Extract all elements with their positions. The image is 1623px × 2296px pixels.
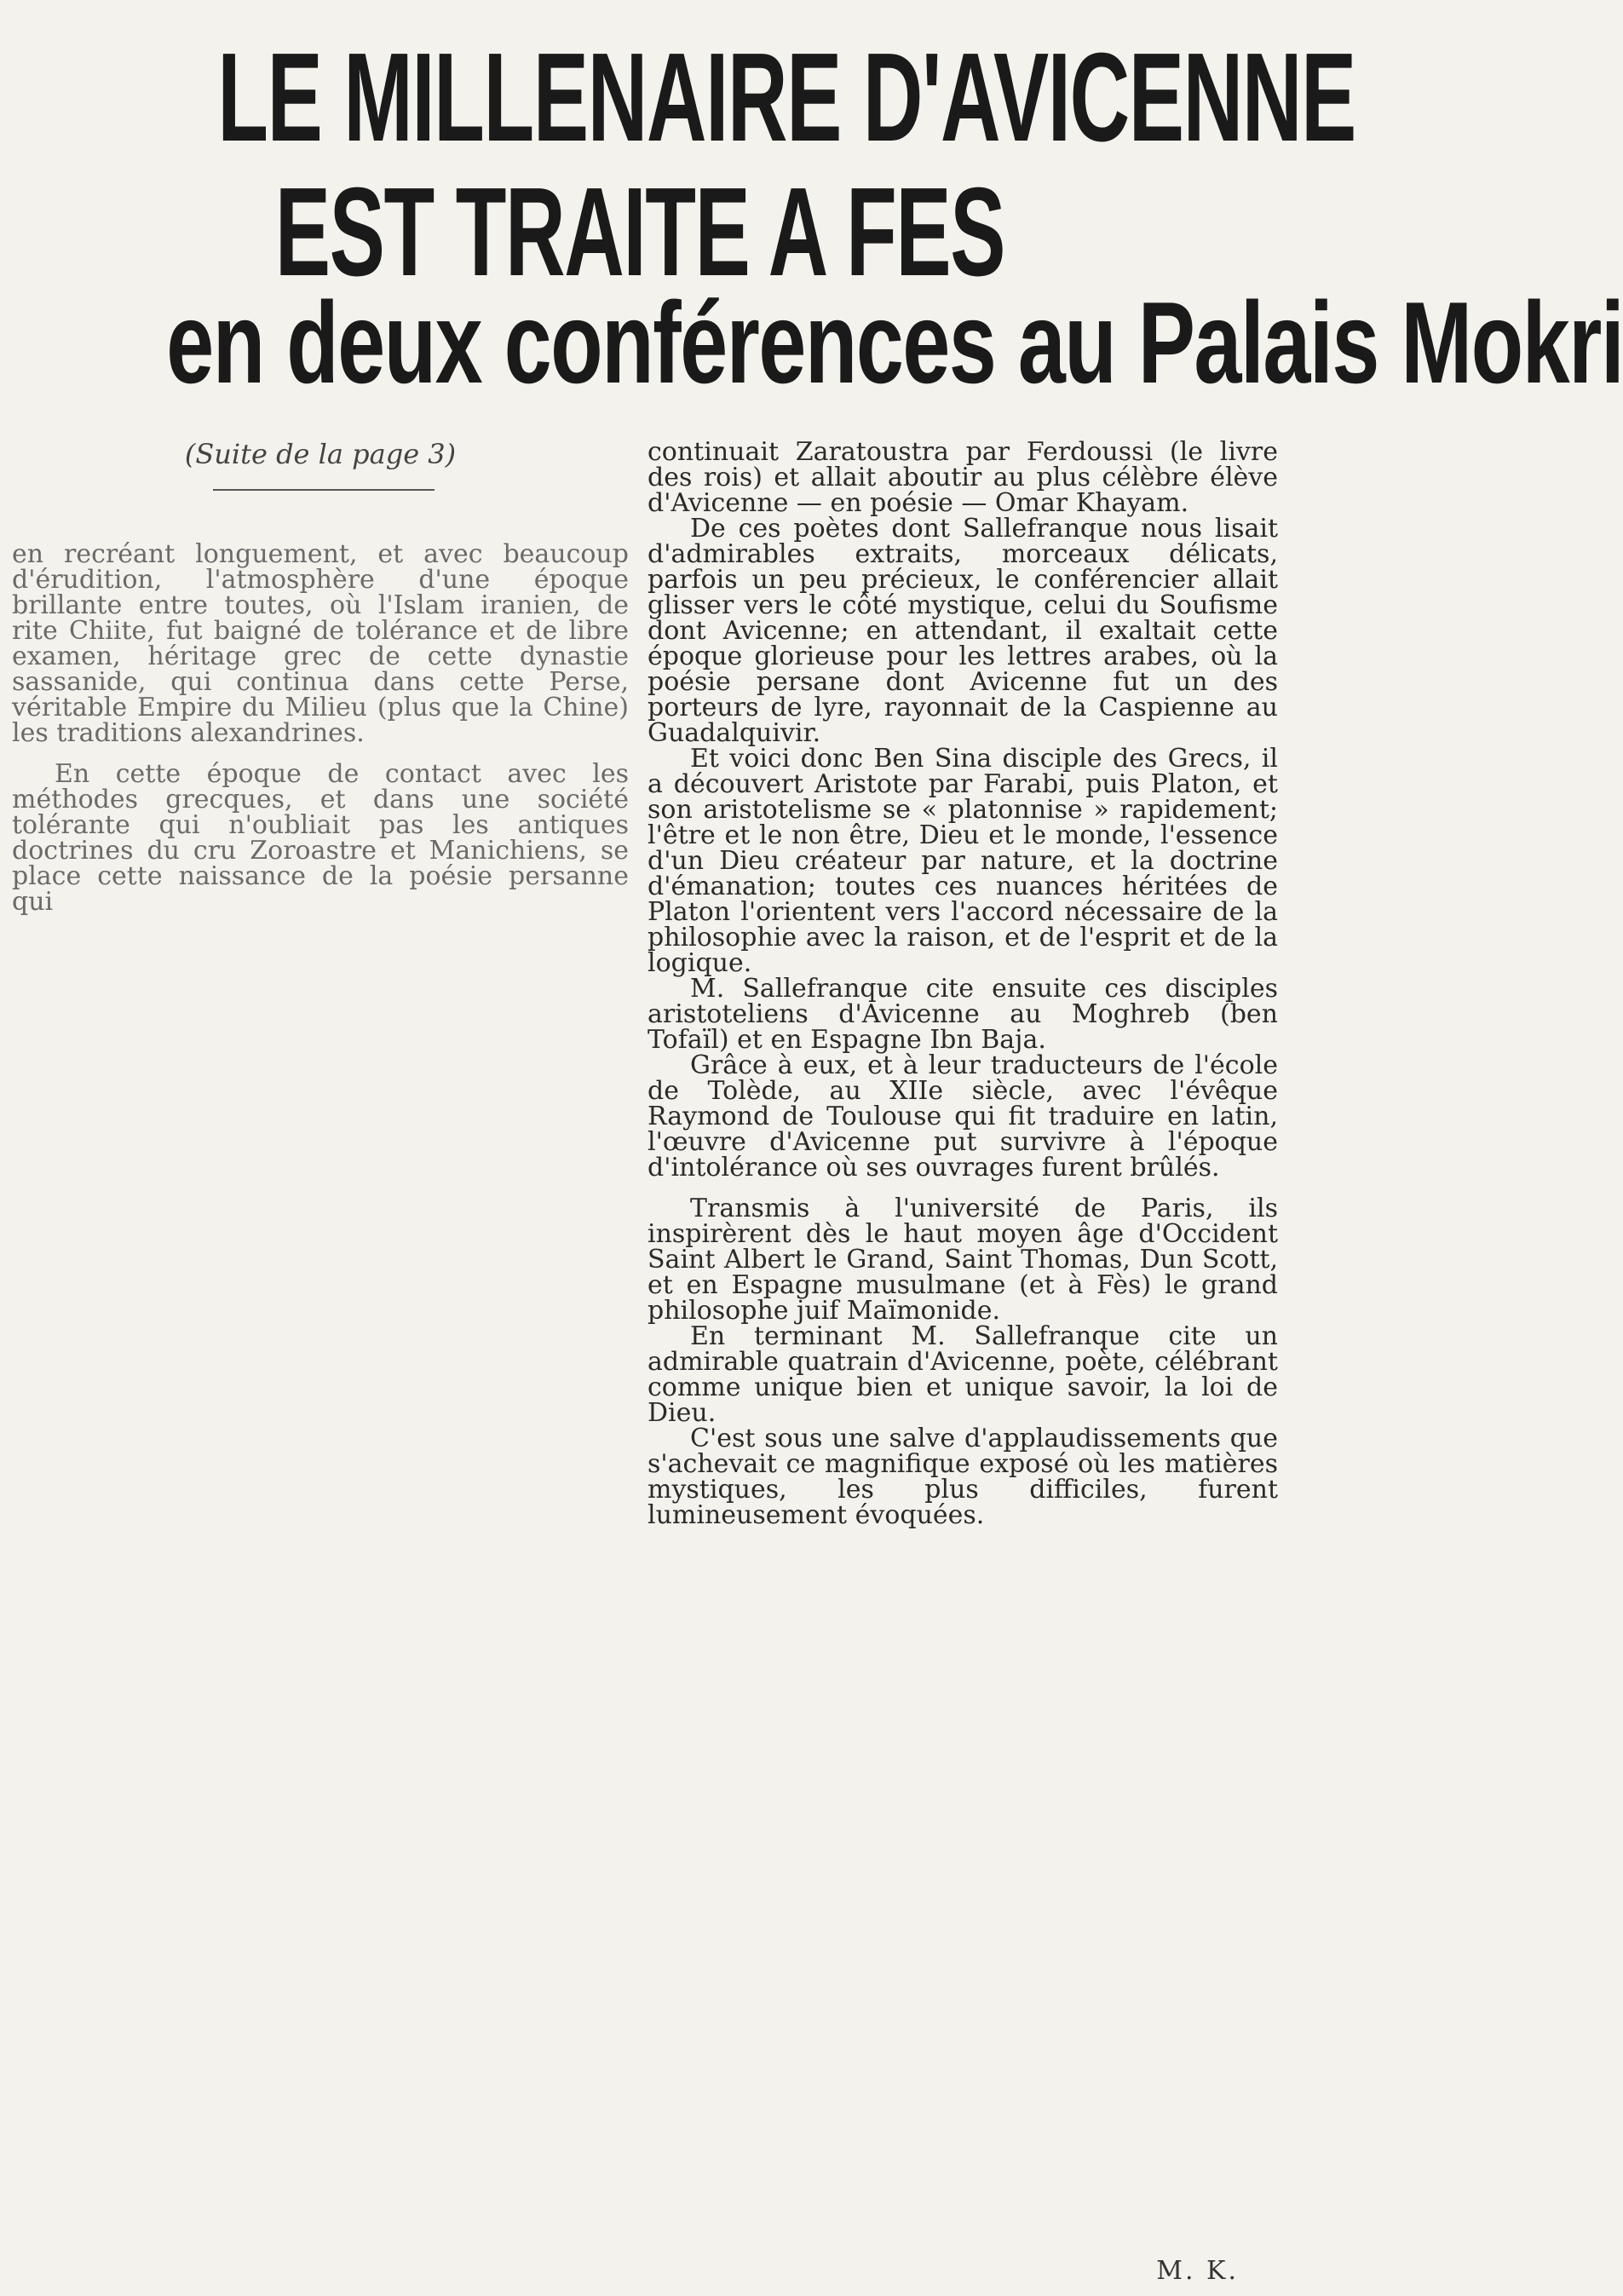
paragraph: En cette époque de contact avec les méthodes grecques, et dans une société tolérante qui n'oubliait pas les antiques doctrines du cru Zoroastre et Manichiens, se place cette naissance de la poésie persanne qui [12,759,629,917]
paragraph: De ces poètes dont Sallefranque nous lisait d'admirables extraits, morceaux délicats, parfois un peu précieux, le conférencier allait glisser vers le côté mystique, celui du Soufisme dont Avicenne; en attendant, il exaltait cette époque glorieuse pour les lettres arabes, où la poésie persane dont Avicenne fut un des porteurs de lyre, rayonnait de la Caspienne au Guadalquivir. [647,514,1278,748]
right-column [647,437,1278,1530]
author-signature: M. K. [1156,2256,1239,2286]
paragraph: continuait Zaratoustra par Ferdoussi (le livre des rois) et allait aboutir au plus célèbre élève d'Avicenne — en poésie — Omar Khayam. [647,437,1278,518]
paragraph: Transmis à l'université de Paris, ils inspirèrent dès le haut moyen âge d'Occident Saint Albert le Grand, Saint Thomas, Dun Scott, et en Espagne musulmane (et à Fès) le grand philosophe juif Maïmonide. [647,1194,1278,1326]
headline-subtitle: en deux conférences au Palais Mokri [166,278,1623,407]
headline-line-1: LE MILLENAIRE D'AVICENNE [217,27,1355,168]
paragraph: C'est sous une salve d'applaudissements que s'achevait ce magnifique exposé où les matières mystiques, les plus difficiles, furent lumineusement évoquées. [647,1424,1278,1530]
left-column [12,539,629,917]
divider-rule [213,489,435,491]
paragraph: Et voici donc Ben Sina disciple des Grecs, il a découvert Aristote par Farabi, puis Platon, et son aristotelisme se « platonnise » rapidement; l'être et le non être, Dieu et le monde, l'essence d'un Dieu créateur par nature, et la doctrine d'émanation; toutes ces nuances héritées de Platon l'orientent vers l'accord nécessaire de la philosophie avec la raison, et de l'esprit et de la logique. [647,744,1278,978]
paragraph: en recréant longuement, et avec beaucoup d'érudition, l'atmosphère d'une époque brillante entre toutes, où l'Islam iranien, de rite Chiite, fut baigné de tolérance et de libre examen, héritage grec de cette dynastie sassanide, qui continua dans cette Perse, véritable Empire du Milieu (plus que la Chine) les traditions alexandrines. [12,539,629,748]
paragraph: M. Sallefranque cite ensuite ces disciples aristoteliens d'Avicenne au Moghreb (ben Tofaïl) et en Espagne Ibn Baja. [647,974,1278,1055]
continuation-note: (Suite de la page 3) [184,438,457,470]
headline-line-2: EST TRAITE A FES [274,162,1005,302]
paragraph: Grâce à eux, et à leur traducteurs de l'école de Tolède, au XIIe siècle, avec l'évêque Raymond de Toulouse qui fit traduire en latin, l'œuvre d'Avicenne put survivre à l'époque d'intolérance où ses ouvrages furent brûlés. [647,1050,1278,1183]
paragraph: En terminant M. Sallefranque cite un admirable quatrain d'Avicenne, poète, célébrant comme unique bien et unique savoir, la loi de Dieu. [647,1321,1278,1428]
